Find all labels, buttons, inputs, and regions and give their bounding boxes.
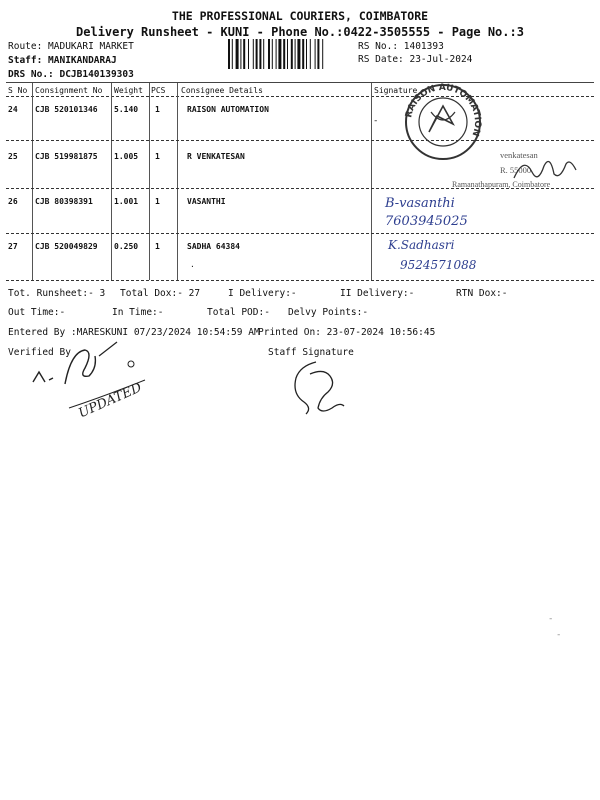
row-24-sno: 24 xyxy=(8,105,18,114)
verified-by-label: Verified By xyxy=(8,347,71,358)
total-dox: Total Dox:- 27 xyxy=(120,288,201,299)
total-runsheet: Tot. Runsheet:- 3 xyxy=(8,288,106,299)
row-25-sno: 25 xyxy=(8,152,18,161)
row-divider xyxy=(6,233,594,234)
row-27-consignee: SADHA 64384 xyxy=(187,242,240,251)
row-25-consignee: R VENKATESAN xyxy=(187,152,245,161)
col-divider xyxy=(371,83,372,280)
row-27-pcs: 1 xyxy=(155,242,160,251)
drs-label: DRS No.: DCJB140139303 xyxy=(8,69,134,80)
barcode-image xyxy=(228,39,354,69)
out-time: Out Time:- xyxy=(8,307,66,318)
col-divider xyxy=(149,83,150,280)
staff-signature-label: Staff Signature xyxy=(268,347,354,358)
row-26-sno: 26 xyxy=(8,197,18,206)
scan-mark: - xyxy=(548,614,554,624)
col-header-consignment: Consignment No xyxy=(35,86,103,95)
col-divider xyxy=(177,83,178,280)
row-25-pcs: 1 xyxy=(155,152,160,161)
route-label: Route: MADUKARI MARKET xyxy=(8,41,134,52)
delvy-points: Delvy Points:- xyxy=(288,307,369,318)
table-top-rule xyxy=(6,82,594,83)
company-title: THE PROFESSIONAL COURIERS, COIMBATORE xyxy=(171,9,429,23)
row-25-stamp-line: venkatesan xyxy=(500,150,538,160)
row-26-consignee: VASANTHI xyxy=(187,197,226,206)
col-header-signature: Signature xyxy=(374,86,418,95)
in-time: In Time:- xyxy=(112,307,164,318)
runsheet-subtitle: Delivery Runsheet - KUNI - Phone No.:0422-3505555 - Page No.:3 xyxy=(76,25,524,39)
row-24-consignment: CJB 520101346 xyxy=(35,105,98,114)
scan-mark: - xyxy=(556,630,562,640)
row-27-dot: · xyxy=(190,262,195,271)
row-27-sno: 27 xyxy=(8,242,18,251)
row-26-consignment: CJB 80398391 xyxy=(35,197,93,206)
rs-number: RS No.: 1401393 xyxy=(358,41,444,52)
row-27-recipient-phone: 9524571088 xyxy=(400,258,477,272)
col-divider xyxy=(111,83,112,280)
staff-label: Staff: MANIKANDARAJ xyxy=(8,55,117,66)
verified-by-signature xyxy=(25,338,165,423)
row-27-recipient-name: K.Sadhasri xyxy=(388,238,455,252)
ii-delivery: II Delivery:- xyxy=(340,288,415,299)
col-header-consignee: Consignee Details xyxy=(181,86,263,95)
row-24-consignee: RAISON AUTOMATION xyxy=(187,105,269,114)
updated-note: UPDATED xyxy=(76,380,145,422)
company-stamp xyxy=(395,82,491,164)
col-header-sno: S No xyxy=(8,86,28,95)
printed-on: Printed On: 23-07-2024 10:56:45 xyxy=(258,327,436,338)
stamp-text: RAISON AUTOMATION xyxy=(404,82,483,138)
table-bottom-rule xyxy=(6,280,594,281)
col-header-pcs: PCS xyxy=(151,86,166,95)
entered-by: Entered By :MARESKUNI 07/23/2024 10:54:59 AM xyxy=(8,327,260,338)
col-header-weight: Weight xyxy=(114,86,143,95)
col-divider xyxy=(32,83,33,280)
row-26-pcs: 1 xyxy=(155,197,160,206)
staff-signature xyxy=(270,358,360,418)
row-25-signature xyxy=(510,150,580,190)
row-26-weight: 1.001 xyxy=(114,197,139,206)
row-24-pcs: 1 xyxy=(155,105,160,114)
row-27-weight: 0.250 xyxy=(114,242,139,251)
svg-text:RAISON AUTOMATION xyxy=(404,83,482,137)
row-27-consignment: CJB 520049829 xyxy=(35,242,98,251)
rs-date: RS Date: 23-Jul-2024 xyxy=(358,54,473,65)
row-25-stamp-line: R. 55000. xyxy=(500,165,534,175)
row-26-recipient-name: B-vasanthi xyxy=(385,196,455,211)
row-25-stamp-line: Ramanathapuram, Coimbatore xyxy=(452,180,551,189)
row-24-mark: - xyxy=(373,116,379,126)
row-25-weight: 1.005 xyxy=(114,152,139,161)
row-26-recipient-phone: 7603945025 xyxy=(385,214,468,229)
total-pod: Total POD:- xyxy=(207,307,270,318)
row-24-weight: 5.140 xyxy=(114,105,139,114)
row-divider xyxy=(6,140,594,141)
i-delivery: I Delivery:- xyxy=(228,288,297,299)
row-25-consignment: CJB 519981875 xyxy=(35,152,98,161)
table-header-rule xyxy=(6,96,594,97)
rtn-dox: RTN Dox:- xyxy=(456,288,508,299)
